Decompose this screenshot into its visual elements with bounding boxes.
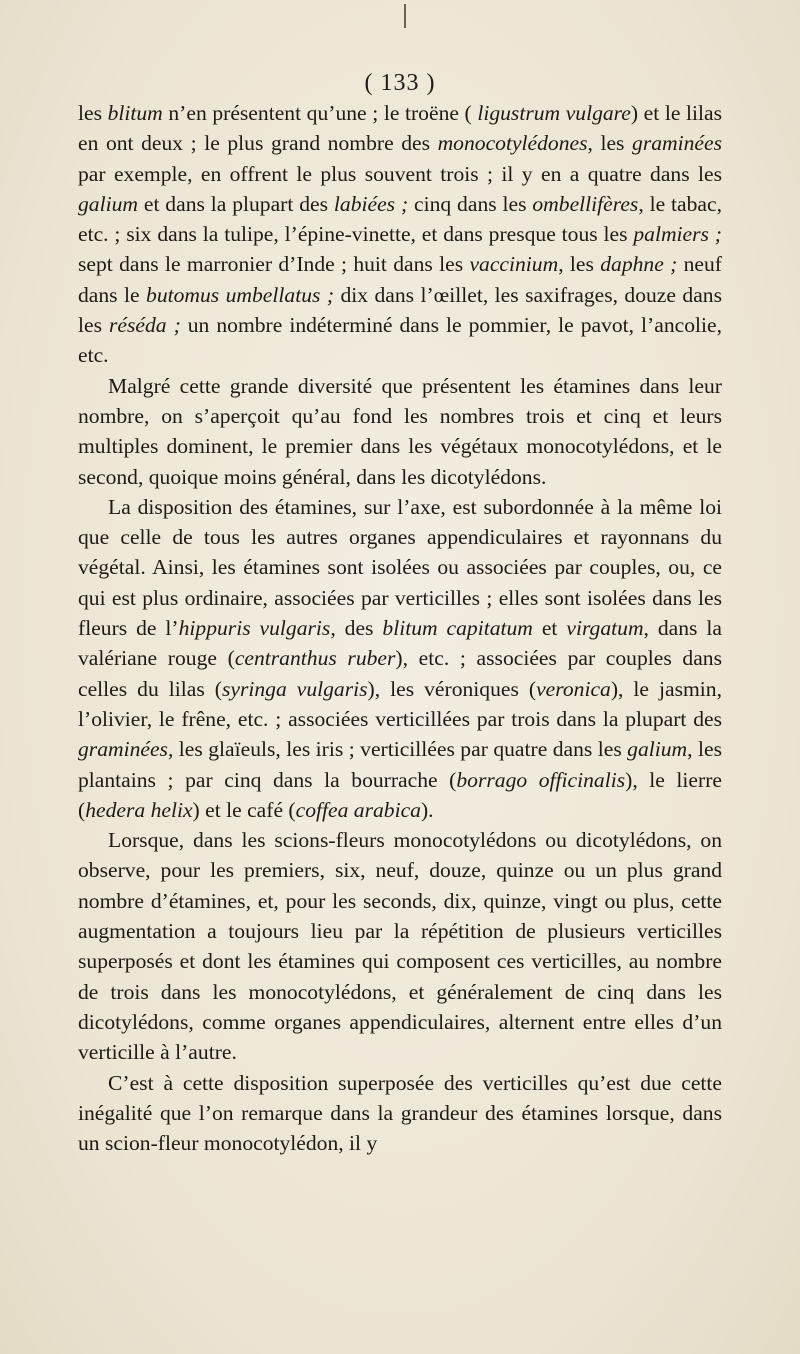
text-run: , dans la valériane rouge ( — [78, 616, 722, 671]
text-run: n’en présentent qu’une ; le troëne ( — [162, 101, 478, 125]
italic-term: daphne ; — [600, 252, 678, 277]
italic-term: galium — [78, 191, 138, 216]
paragraph-3 — [78, 492, 722, 825]
italic-term: virgatum — [566, 616, 644, 641]
paragraph-4 — [78, 825, 722, 1067]
text-run: ) et le lilas en ont deux ; le plus grand nombre des — [78, 101, 722, 156]
text-run: C’est à cette disposition superposée des verticilles qu’est due cette inégalité que l’on remarque dans la grandeur des étamines lorsque, dans un scion-fleur monocotylédon, il y — [78, 1070, 722, 1156]
paragraph-5 — [78, 1068, 722, 1159]
text-run: ) et le café ( — [192, 797, 296, 822]
italic-term: graminées — [78, 737, 168, 762]
text-run: Lorsque, dans les scions-fleurs monocotylédons ou dicotylédons, on observe, pour les premiers, six, neuf, douze, quinze ou un plus grand nombre d’étamines, et, pour les seconds, dix, quinze, vingt ou plus, cette augmentation a toujours lieu par la répétition de plusieurs verticilles superposés et dont les étamines qui composent ces verticilles, au nombre de trois dans les monocotylédons, et généralement de cinq dans les dicotylédons, comme organes appendiculaires, alternent entre elles d’un verticille à l’autre. — [78, 828, 722, 1065]
text-run: les — [78, 101, 108, 125]
italic-term: labiées ; — [333, 191, 409, 216]
italic-term: réséda ; — [109, 313, 181, 338]
italic-term: ligustrum vulgare — [477, 101, 631, 125]
text-run: , les — [558, 252, 601, 277]
italic-term: vaccinium — [469, 252, 559, 277]
text-run: , les — [587, 131, 633, 156]
body-text — [78, 98, 722, 1158]
italic-term: graminées — [632, 131, 722, 156]
italic-term: borrago officinalis — [456, 767, 626, 792]
text-run: ), les véroniques ( — [367, 676, 537, 701]
text-run: , les glaïeuls, les iris ; verticillées par quatre dans les — [167, 737, 628, 762]
text-run: cinq dans les — [408, 191, 533, 216]
italic-term: butomus umbellatus ; — [146, 282, 335, 307]
text-run: neuf dans le — [78, 252, 722, 307]
text-run: par exemple, en offrent le plus souvent trois ; il y en a quatre dans les — [78, 161, 722, 186]
text-run: et dans la plupart des — [137, 191, 334, 216]
text-run: ), le lierre ( — [78, 767, 722, 822]
binding-mark — [404, 4, 406, 28]
text-run: sept dans le marronier d’Inde ; huit dans les — [78, 252, 470, 277]
text-run: un nombre indéterminé dans le pommier, le pavot, l’ancolie, etc. — [78, 313, 722, 368]
italic-term: hippuris vulgaris — [178, 616, 331, 641]
text-run: ), le jasmin, l’olivier, le frêne, etc. ; associées verticillées par trois dans la plupart des — [78, 676, 722, 731]
text-run: ), etc. ; associées par couples dans celles du lilas ( — [78, 646, 723, 701]
text-run: et — [532, 616, 567, 641]
italic-term: palmiers ; — [633, 222, 722, 247]
text-run: , des — [330, 616, 383, 641]
text-run: , le tabac, etc. ; six dans la tulipe, l’épine-vinette, et dans presque tous les — [78, 191, 722, 247]
paragraph-2 — [78, 371, 722, 492]
italic-term: coffea arabica — [295, 797, 421, 822]
italic-term: galium — [627, 737, 688, 762]
italic-term: syringa vulgaris — [221, 676, 368, 701]
text-run: ). — [420, 797, 434, 822]
text-run: Malgré cette grande diversité que présentent les étamines dans leur nombre, on s’aperçoit qu’au fond les nombres trois et cinq et leurs multiples dominent, le premier dans les végétaux monocotylédons, et le second, quoique moins général, dans les dicotylédons. — [78, 373, 722, 489]
text-run: La disposition des étamines, sur l’axe, est subordonnée à la même loi que celle de tous les autres organes appendiculaires et rayonnans du végétal. Ainsi, les étamines sont isolées ou associées par couples, ou, ce qui est plus ordinaire, associées par verticilles ; elles sont isolées dans les fleurs de l’ — [78, 494, 722, 641]
text-run: dix dans l’œillet, les saxifrages, douze dans les — [78, 282, 722, 338]
italic-term: hedera helix — [85, 797, 193, 822]
italic-term: centranthus ruber — [234, 646, 396, 671]
italic-term: blitum — [107, 101, 163, 125]
italic-term: monocotylédones — [437, 131, 588, 156]
italic-term: blitum capitatum — [382, 616, 533, 641]
italic-term: ombellifères — [532, 191, 639, 216]
paragraph-1 — [78, 98, 722, 371]
italic-term: veronica — [536, 676, 611, 701]
text-run: , les plantains ; par cinq dans la bourrache ( — [78, 737, 722, 792]
page-number: ( 133 ) — [364, 70, 436, 96]
